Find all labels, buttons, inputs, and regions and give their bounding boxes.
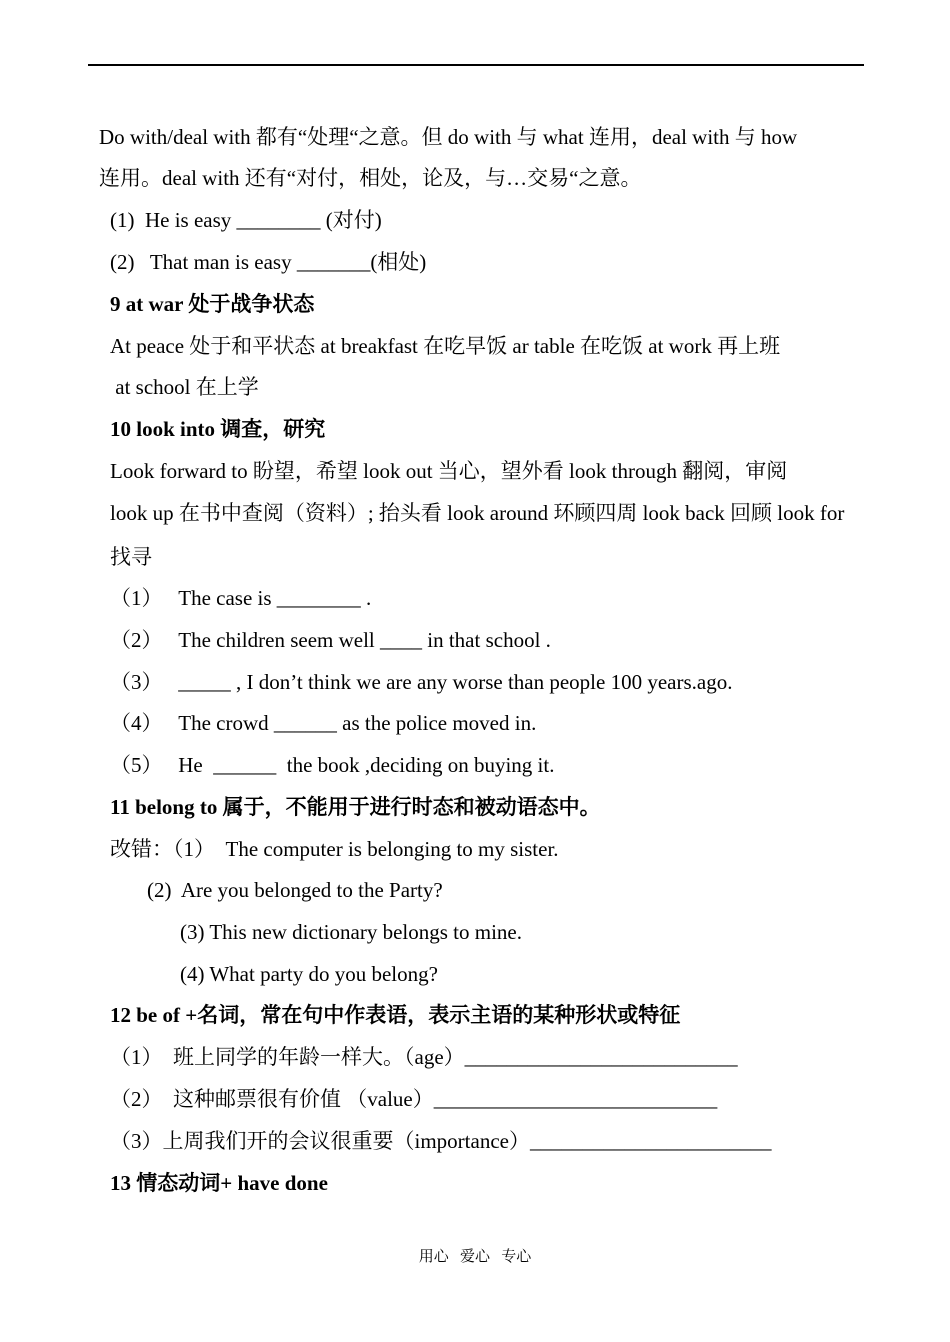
- section-12-item-2: （2） 这种邮票很有价值 （value）___________________________: [110, 1087, 718, 1111]
- section-9-line-1: At peace 处于和平状态 at breakfast 在吃早饭 ar table 在吃饭 at work 再上班: [110, 334, 781, 358]
- intro-example-2: (2) That man is easy _______(相处): [110, 250, 427, 274]
- section-10-line-3: 找寻: [110, 545, 152, 569]
- section-11-heading: 11 belong to 属于，不能用于进行时态和被动语态中。: [110, 795, 601, 819]
- section-12-heading: 12 be of +名词，常在句中作表语，表示主语的某种形状或特征: [110, 1003, 681, 1027]
- page-footer: 用心 爱心 专心: [418, 1249, 532, 1265]
- section-12-item-1: （1） 班上同学的年龄一样大。（age）__________________________: [110, 1045, 738, 1069]
- section-9-line-2: at school 在上学: [110, 375, 259, 399]
- section-9-heading: 9 at war 处于战争状态: [110, 292, 315, 316]
- section-11-item-3: (3) This new dictionary belongs to mine.: [180, 920, 522, 944]
- section-13-heading: 13 情态动词+ have done: [110, 1171, 328, 1195]
- intro-example-1: (1) He is easy ________ (对付): [110, 208, 382, 232]
- section-10-item-3: （3） _____ , I don’t think we are any worse than people 100 years.ago.: [110, 670, 733, 694]
- intro-line-2: 连用。deal with 还有“对付，相处，论及，与…交易“之意。: [99, 166, 642, 190]
- section-10-line-2: look up 在书中查阅（资料）; 抬头看 look around 环顾四周 look back 回顾 look for: [110, 501, 845, 525]
- section-10-item-2: （2） The children seem well ____ in that school .: [110, 628, 551, 652]
- section-10-line-1: Look forward to 盼望，希望 look out 当心，望外看 look through 翻阅，审阅: [110, 459, 788, 483]
- section-11-item-2: (2) Are you belonged to the Party?: [147, 878, 443, 902]
- section-10-item-1: （1） The case is ________ .: [110, 586, 372, 610]
- section-10-item-5: （5） He ______ the book ,deciding on buying it.: [110, 753, 555, 777]
- intro-line-1: Do with/deal with 都有“处理“之意。但 do with 与 what 连用，deal with 与 how: [99, 125, 798, 149]
- section-10-heading: 10 look into 调查，研究: [110, 417, 326, 441]
- section-12-item-3: （3）上周我们开的会议很重要（importance）_______________________: [110, 1129, 772, 1153]
- header-rule: [88, 64, 864, 66]
- section-11-item-1: 改错：（1） The computer is belonging to my sister.: [110, 837, 559, 861]
- section-11-item-4: (4) What party do you belong?: [180, 962, 438, 986]
- section-10-item-4: （4） The crowd ______ as the police moved in.: [110, 711, 537, 735]
